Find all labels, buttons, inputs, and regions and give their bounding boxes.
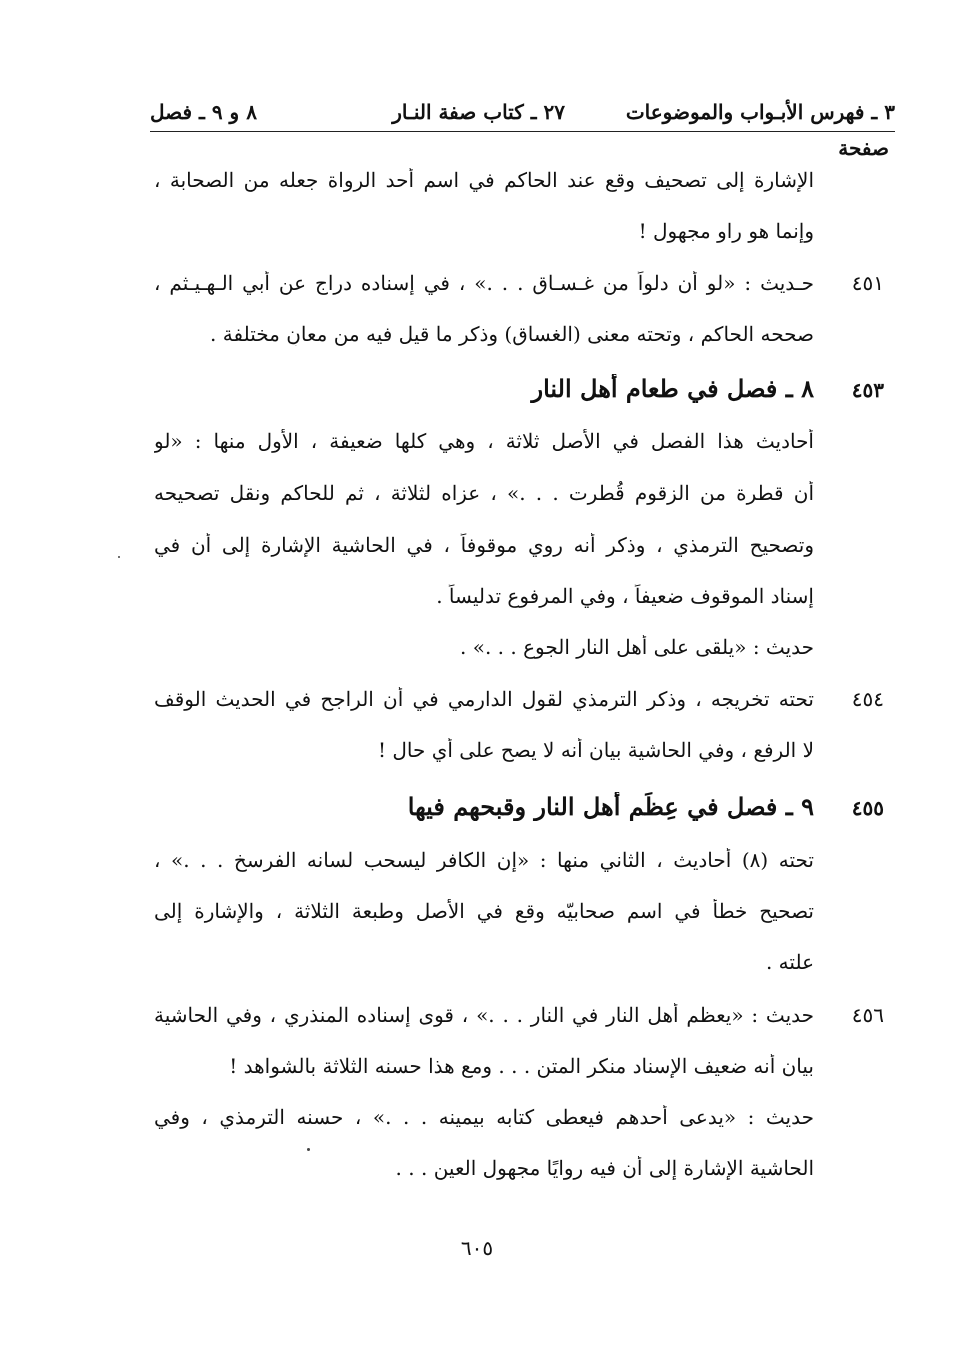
text-line: حديث : «يدعى أحدهم فيعطى كتابه بيمينه . . .» ، حسنه الترمذي ، وفي	[154, 1105, 814, 1129]
running-header	[150, 96, 895, 132]
section-heading: ٨ ـ فصل في طعام أهل النار	[531, 374, 814, 403]
text-line: حـديث : «لو أن دلواً من غـسـاق . . .» ، في إسناده دراج عن أبي الـهـيـثم ،	[154, 271, 814, 295]
page-column-label: صفحة	[838, 136, 889, 160]
text-line: بيان أنه ضعيف الإسناد منكر المتن . . . ومع هذا حسنه الثلاثة بالشواهد !	[229, 1054, 814, 1078]
text-line: لا الرفع ، وفي الحاشية بيان أنه لا يصح على أي حال !	[377, 738, 814, 762]
entry-page-number: ٤٥٤	[851, 687, 884, 711]
header-section-range: ٨ و ٩ ـ فصل	[150, 100, 257, 124]
entry-page-number: ٤٥١	[851, 271, 884, 295]
text-line: حديث : «يلقى على أهل النار الجوع . . .» .	[460, 635, 814, 659]
text-line: أن قطرة من الزقوم قُطرت . . .» ، عزاه لثلاثة ، ثم للحاكم ونقل تصحيحه	[154, 481, 814, 505]
text-line: علته .	[765, 950, 814, 974]
text-line: تحته تخريجه ، وذكر الترمذي لقول الدارمي في أن الراجح في الحديث الوقف	[154, 687, 814, 711]
page-number: ٦٠٥	[460, 1236, 494, 1260]
text-line: صححه الحاكم ، وتحته معنى (الغساق) وذكر ما قيل فيه من معانٍ مختلفة .	[210, 322, 814, 346]
entry-page-number: ٤٥٣	[851, 378, 884, 402]
scan-speck	[307, 1148, 310, 1151]
header-divider	[150, 131, 895, 132]
section-heading: ٩ ـ فصل في عِظَم أهل النار وقبحهم فيها	[407, 792, 814, 821]
text-line: إسناد الموقوف ضعيفاً ، وفي المرفوع تدليساً .	[436, 584, 814, 608]
text-line: وتصحيح الترمذي ، وذكر أنه روي موقوفاً ، في الحاشية الإشارة إلى أن في	[154, 533, 814, 557]
text-line: الحاشية الإشارة إلى أن فيه روايًا مجهول العين . . .	[395, 1156, 814, 1180]
scan-speck	[118, 556, 120, 558]
text-line: تصحيح خطأ في اسم صحابيّه وقع في الأصل وطبعة الثلاثة ، والإشارة إلى	[154, 899, 814, 923]
header-index-title: ٣ ـ فهرس الأبـواب والموضوعات	[625, 100, 895, 124]
text-line: الإشارة إلى تصحيف وقع عند الحاكم في اسم أحد الرواة جعله من الصحابة ،	[154, 168, 814, 192]
text-line: تحته (٨) أحاديث ، الثاني منها : «إن الكافر ليسحب لسانه الفرسخ . . .» ،	[154, 848, 814, 872]
header-book-title: ٢٧ ـ كتاب صفة النـار	[392, 100, 565, 124]
text-line: حديث : «يعظم أهل النار في النار . . .» ، قوى إسناده المنذري ، وفي الحاشية	[154, 1003, 814, 1027]
entry-page-number: ٤٥٥	[851, 796, 884, 820]
entry-page-number: ٤٥٦	[851, 1003, 884, 1027]
text-line: وإنما هو راوٍ مجهول !	[638, 219, 814, 243]
text-line: أحاديث هذا الفصل في الأصل ثلاثة ، وهي كلها ضعيفة ، الأول منها : «لو	[154, 429, 814, 453]
